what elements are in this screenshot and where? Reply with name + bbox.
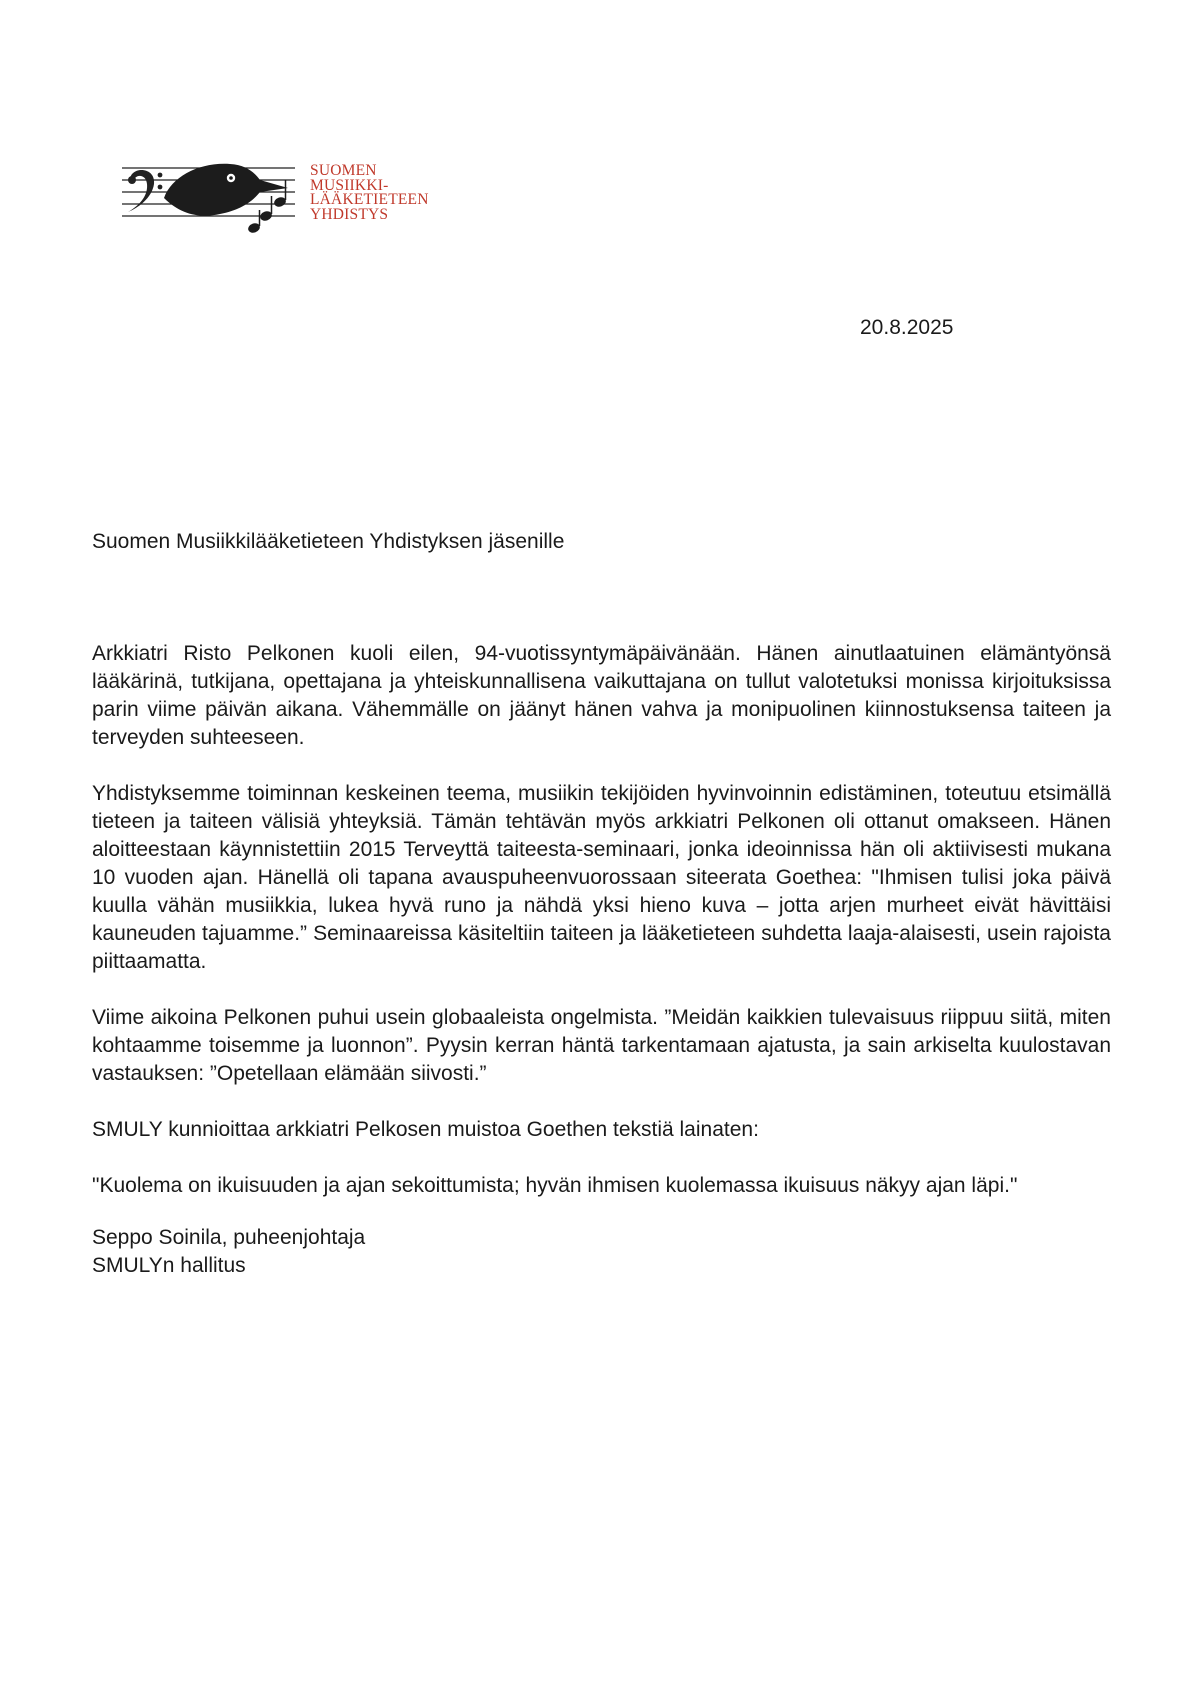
logo-text [310, 164, 429, 222]
quote-paragraph: "Kuolema on ikuisuuden ja ajan sekoittumista; hyvän ihmisen kuolemassa ikuisuus näkyy ajan läpi." [92, 1174, 1018, 1197]
logo-line: SUOMEN [310, 162, 377, 179]
body-paragraph: Arkkiatri Risto Pelkonen kuoli eilen, 94-vuotissyntymäpäivänään. Hänen ainutlaatuinen elämäntyönsä lääkärinä, tutkijana, opettajana ja yhteiskunnallisena vaikuttajana on tullut valotetuksi monissa kirjoituksissa parin viime päivän aikana. Vähemmälle on jäänyt hänen vahva ja monipuolinen kiinnostuksensa taiteen ja terveyden suhteeseen. [92, 642, 1111, 749]
letter-body [92, 640, 1111, 1228]
logo-line: LÄÄKETIETEEN [310, 191, 429, 208]
recipient-line: Suomen Musiikkilääketieteen Yhdistyksen jäsenille [92, 530, 565, 553]
logo-line: YHDISTYS [310, 205, 389, 223]
bird-with-bass-clef-icon [120, 158, 305, 236]
society-logo [120, 158, 460, 236]
body-paragraph: Viime aikoina Pelkonen puhui usein globaaleista ongelmista. ”Meidän kaikkien tulevaisuus riippuu siitä, miten kohtaamme toisemme ja luonnon”. Pyysin kerran häntä tarkentamaan ajatusta, ja sain arkiselta kuulostavan vastauksen: ”Opetellaan elämään siivosti.” [92, 1006, 1111, 1085]
logo-line: MUSIIKKI- [310, 176, 389, 194]
signature-org: SMULYn hallitus [92, 1254, 246, 1277]
signature [92, 1224, 365, 1280]
body-paragraph: SMULY kunnioittaa arkkiatri Pelkosen muistoa Goethen tekstiä lainaten: [92, 1118, 759, 1141]
body-paragraph: Yhdistyksemme toiminnan keskeinen teema, musiikin tekijöiden hyvinvoinnin edistäminen, toteutuu etsimällä tieteen ja taiteen välisiä yhteyksiä. Tämän tehtävän myös arkkiatri Pelkonen oli ottanut omakseen. Hänen aloitteestaan käynnistettiin 2015 Terveyttä taiteesta-seminaari, jonka ideoinnissa hän oli aktiivisesti mukana 10 vuoden ajan. Hänellä oli tapana avauspuheenvuorossaan siteerata Goethea: "Ihmisen tulisi joka päivä kuulla vähän musiikkia, lukea hyvä runo ja nähdä yksi hieno kuva – jotta arjen murheet eivät hävittäisi kauneuden tajuamme.” Seminaareissa käsiteltiin taiteen ja lääketieteen suhdetta laaja-alaisesti, usein rajoista piittaamatta. [92, 782, 1111, 973]
letter-date: 20.8.2025 [860, 316, 954, 339]
signature-name: Seppo Soinila, puheenjohtaja [92, 1226, 366, 1249]
